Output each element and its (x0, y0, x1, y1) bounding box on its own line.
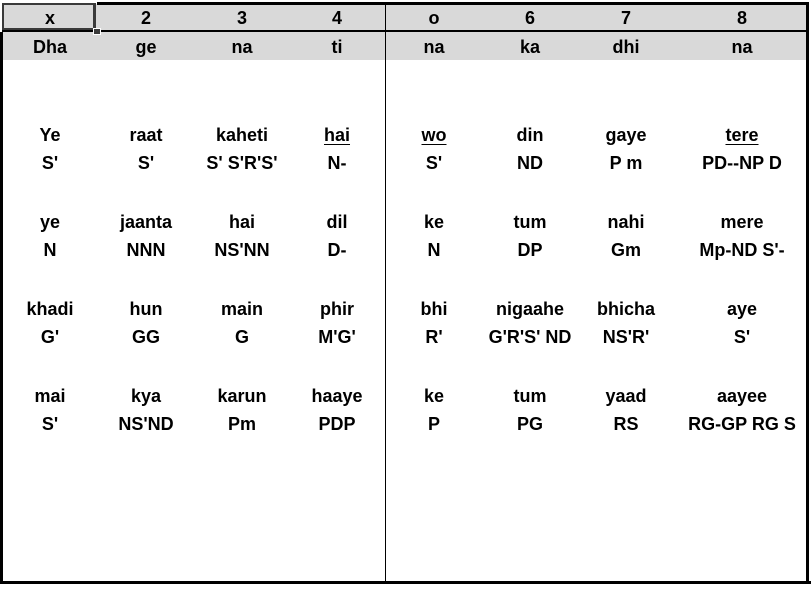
note-cell[interactable]: RG-GP RG S (688, 414, 796, 434)
bol-1[interactable]: Dha (32, 37, 68, 57)
lyric-cell[interactable]: dil (326, 212, 348, 232)
bol-7[interactable]: dhi (612, 37, 640, 57)
header-divider (2, 30, 808, 32)
lyric-cell[interactable]: ke (423, 212, 445, 232)
beat-5[interactable]: o (428, 8, 440, 28)
note-cell[interactable]: M'G' (318, 327, 356, 347)
fill-handle[interactable] (93, 28, 101, 35)
note-cell[interactable]: G'R'S' ND (488, 327, 572, 347)
lyric-cell[interactable]: kya (130, 386, 162, 406)
note-cell[interactable]: N (43, 240, 57, 260)
note-cell[interactable]: PG (516, 414, 544, 434)
lyric-cell[interactable]: tum (513, 386, 547, 406)
note-cell[interactable]: NS'ND (118, 414, 174, 434)
beat-6[interactable]: 6 (524, 8, 536, 28)
bol-4[interactable]: ti (331, 37, 343, 57)
beat-8[interactable]: 8 (736, 8, 748, 28)
lyric-cell[interactable]: aye (726, 299, 758, 319)
bol-2[interactable]: ge (135, 37, 157, 57)
note-cell[interactable]: Pm (227, 414, 257, 434)
note-cell[interactable]: P m (609, 153, 643, 173)
note-cell[interactable]: S' (733, 327, 751, 347)
top-border (97, 2, 809, 5)
lyric-cell[interactable]: phir (320, 299, 354, 319)
lyric-cell[interactable]: ye (39, 212, 61, 232)
lyric-cell[interactable]: main (220, 299, 264, 319)
right-border (806, 2, 809, 584)
lyric-cell[interactable]: Ye (39, 125, 61, 145)
note-cell[interactable]: Gm (610, 240, 642, 260)
left-border (0, 32, 3, 584)
lyric-cell[interactable]: yaad (605, 386, 647, 406)
lyric-cell[interactable]: gaye (605, 125, 647, 145)
lyric-cell[interactable]: jaanta (119, 212, 173, 232)
note-cell[interactable]: N- (327, 153, 347, 173)
lyric-cell[interactable]: hun (129, 299, 163, 319)
note-cell[interactable]: S' (425, 153, 443, 173)
bottom-border (0, 581, 811, 584)
note-cell[interactable]: DP (517, 240, 543, 260)
beat-3[interactable]: 3 (236, 8, 248, 28)
note-cell[interactable]: PD--NP D (702, 153, 782, 173)
bol-row (2, 32, 808, 60)
note-cell[interactable]: S' (41, 414, 59, 434)
beat-4[interactable]: 4 (331, 8, 343, 28)
note-cell[interactable]: G (234, 327, 250, 347)
lyric-cell[interactable]: khadi (26, 299, 74, 319)
lyric-cell[interactable]: aayee (716, 386, 768, 406)
note-cell[interactable]: G' (40, 327, 60, 347)
lyric-cell[interactable]: nigaahe (495, 299, 565, 319)
lyric-cell[interactable]: din (516, 125, 544, 145)
lyric-cell[interactable]: mai (34, 386, 66, 406)
note-cell[interactable]: S' S'R'S' (206, 153, 278, 173)
lyric-cell-underlined[interactable]: tere (725, 125, 759, 145)
lyric-cell[interactable]: tum (513, 212, 547, 232)
note-cell[interactable]: D- (327, 240, 347, 260)
lyric-cell[interactable]: nahi (607, 212, 645, 232)
lyric-cell-underlined[interactable]: hai (323, 125, 351, 145)
note-cell[interactable]: S' (137, 153, 155, 173)
note-cell[interactable]: GG (131, 327, 161, 347)
note-cell[interactable]: PDP (318, 414, 356, 434)
lyric-cell[interactable]: hai (228, 212, 256, 232)
lyric-cell[interactable]: bhi (420, 299, 448, 319)
lyric-cell[interactable]: kaheti (215, 125, 269, 145)
lyric-cell-underlined[interactable]: wo (421, 125, 447, 145)
lyric-cell[interactable]: raat (129, 125, 163, 145)
note-cell[interactable]: NS'NN (214, 240, 270, 260)
lyric-cell[interactable]: haaye (311, 386, 363, 406)
beat-7[interactable]: 7 (620, 8, 632, 28)
lyric-cell[interactable]: mere (720, 212, 764, 232)
note-cell[interactable]: S' (41, 153, 59, 173)
lyric-cell[interactable]: ke (423, 386, 445, 406)
note-cell[interactable]: P (427, 414, 441, 434)
bol-8[interactable]: na (731, 37, 753, 57)
bol-3[interactable]: na (231, 37, 253, 57)
beat-number-row (2, 4, 808, 30)
note-cell[interactable]: N (427, 240, 441, 260)
vibhag-divider (385, 2, 386, 582)
note-cell[interactable]: ND (517, 153, 543, 173)
note-cell[interactable]: NS'R' (602, 327, 650, 347)
note-cell[interactable]: NNN (126, 240, 166, 260)
bol-6[interactable]: ka (519, 37, 541, 57)
bol-5[interactable]: na (423, 37, 445, 57)
note-cell[interactable]: Mp-ND S'- (699, 240, 785, 260)
note-cell[interactable]: RS (613, 414, 639, 434)
note-cell[interactable]: R' (425, 327, 443, 347)
beat-1[interactable]: x (44, 8, 56, 28)
lyric-cell[interactable]: karun (217, 386, 267, 406)
beat-2[interactable]: 2 (140, 8, 152, 28)
lyric-cell[interactable]: bhicha (596, 299, 656, 319)
